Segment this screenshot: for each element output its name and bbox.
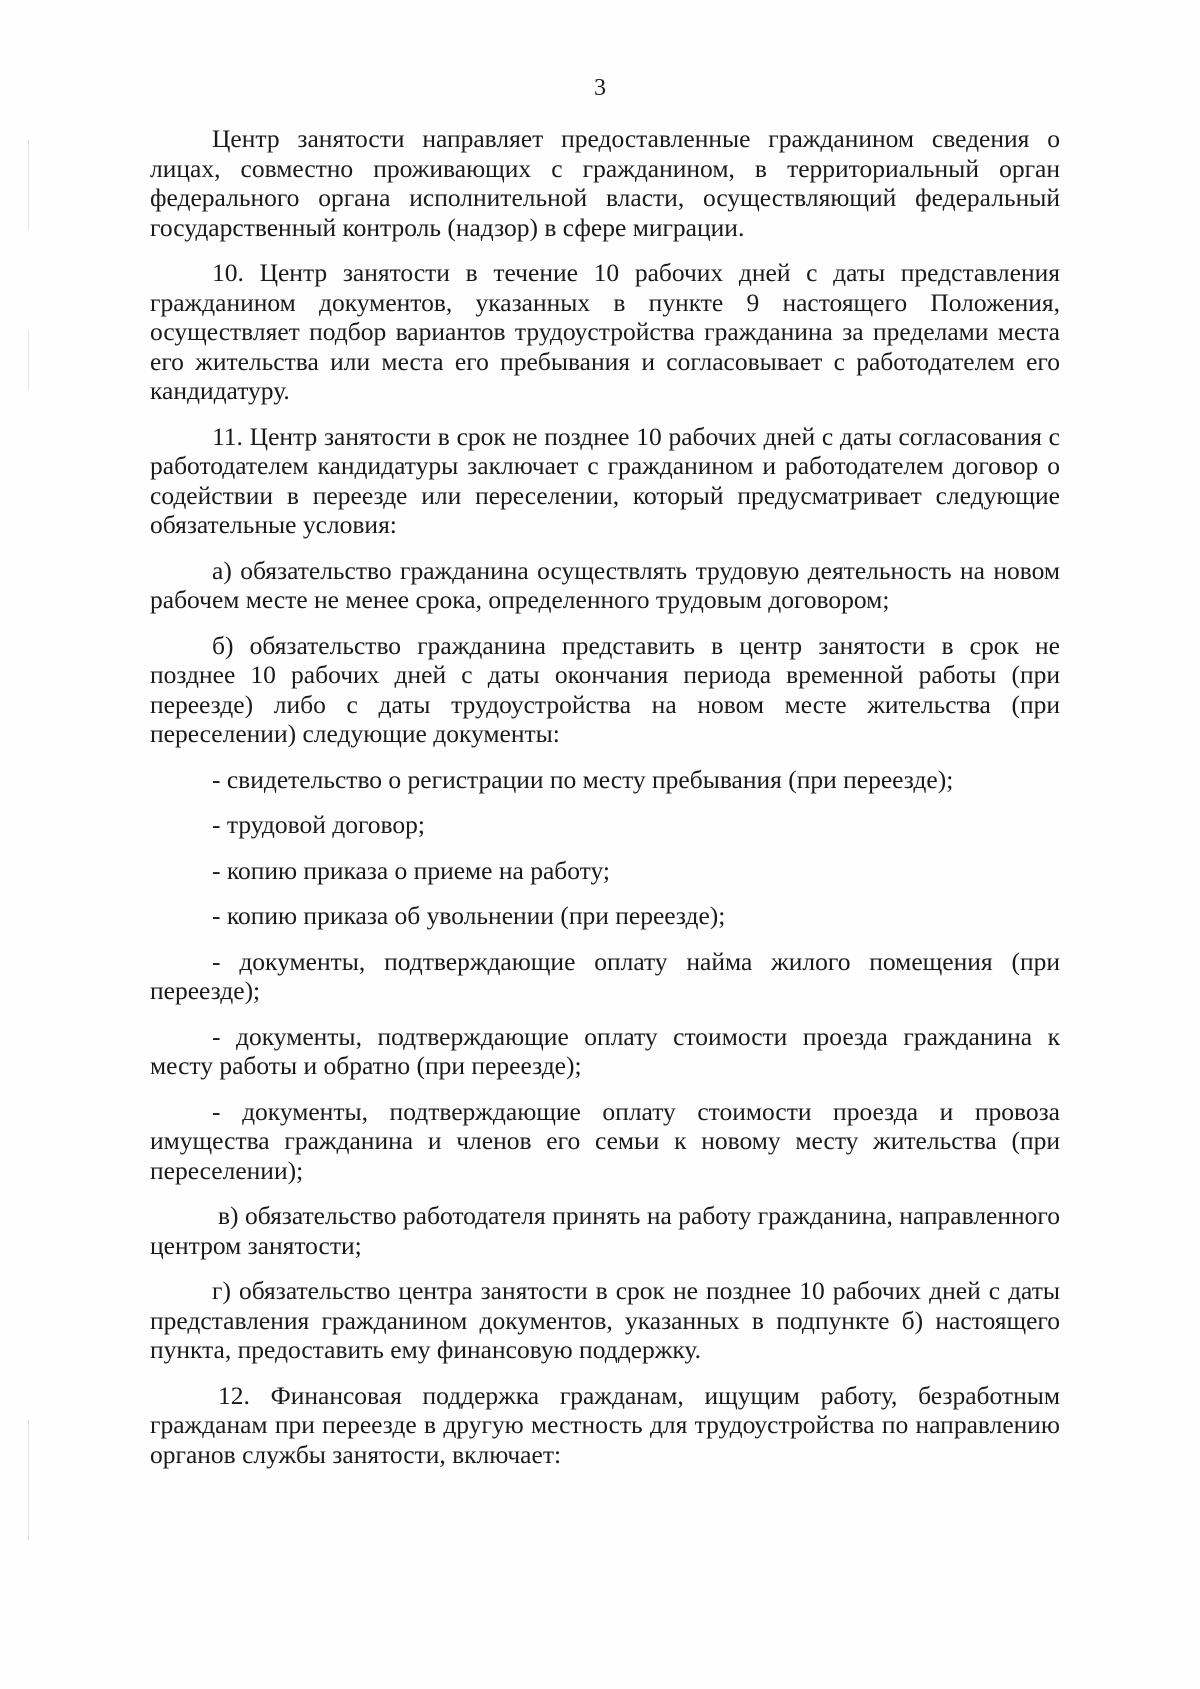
list-item-registration-certificate: - свидетельство о регистрации по месту пребывания (при переезде); [212, 764, 954, 794]
paragraph-subitem-b: б) обязательство гражданина представить в центр занятости в срок не позднее 10 рабочих дней с даты окончания периода временной работы (при переезде) либо с даты трудоустройства на новом месте жительства (при переселении) следующие документы: [150, 630, 1060, 748]
list-item-labor-contract: - трудовой договор; [212, 810, 425, 839]
scan-edge-mark [28, 140, 29, 230]
paragraph-subitem-a: а) обязательство гражданина осуществлять трудовую деятельность на новом рабочем месте не менее срока, определенного трудовым договором; [150, 555, 1060, 614]
scan-edge-mark [28, 330, 29, 390]
paragraph-migration-info: Центр занятости направляет предоставленные гражданином сведения о лицах, совместно проживающих с гражданином, в территориальный орган федерального органа исполнительной власти, осуществляющий федеральный государственный контроль (надзор) в сфере миграции. [150, 124, 1060, 242]
list-item-travel-payment-docs: - документы, подтверждающие оплату стоимости проезда гражданина к месту работы и обратно (при переезде); [150, 1021, 1060, 1080]
paragraph-item-12: 12. Финансовая поддержка гражданам, ищущим работу, безработным гражданам при переезде в другую местность для трудоустройства по направлению органов службы занятости, включает: [150, 1380, 1060, 1469]
paragraph-item-11: 11. Центр занятости в срок не позднее 10 рабочих дней с даты согласования с работодателем кандидатуры заключает с гражданином и работодателем договор о содействии в переезде или переселении, который предусматривает следующие обязательные условия: [150, 421, 1060, 539]
paragraph-item-10: 10. Центр занятости в течение 10 рабочих дней с даты представления гражданином документов, указанных в пункте 9 настоящего Положения, осуществляет подбор вариантов трудоустройства гражданина за пределами места его жительства или места его пребывания и согласовывает с работодателем его кандидатуру. [150, 258, 1060, 405]
document-body [150, 124, 1060, 1485]
list-item-dismissal-order-copy: - копию приказа об увольнении (при переезде); [212, 901, 726, 930]
paragraph-subitem-v: в) обязательство работодателя принять на работу гражданина, направленного центром занятости; [150, 1201, 1060, 1260]
list-item-hiring-order-copy: - копию приказа о приеме на работу; [212, 855, 610, 885]
page-number: 3 [594, 75, 606, 101]
list-item-housing-payment-docs: - документы, подтверждающие оплату найма жилого помещения (при переезде); [150, 946, 1060, 1005]
paragraph-subitem-g: г) обязательство центра занятости в срок не позднее 10 рабочих дней с даты представления гражданином документов, указанных в подпункте б) настоящего пункта, предоставить ему финансовую поддержку. [150, 1276, 1060, 1364]
list-item-relocation-payment-docs: - документы, подтверждающие оплату стоимости проезда и провоза имущества гражданина и членов его семьи к новому месту жительства (при переселении); [150, 1096, 1060, 1185]
scan-edge-mark [28, 1420, 29, 1540]
